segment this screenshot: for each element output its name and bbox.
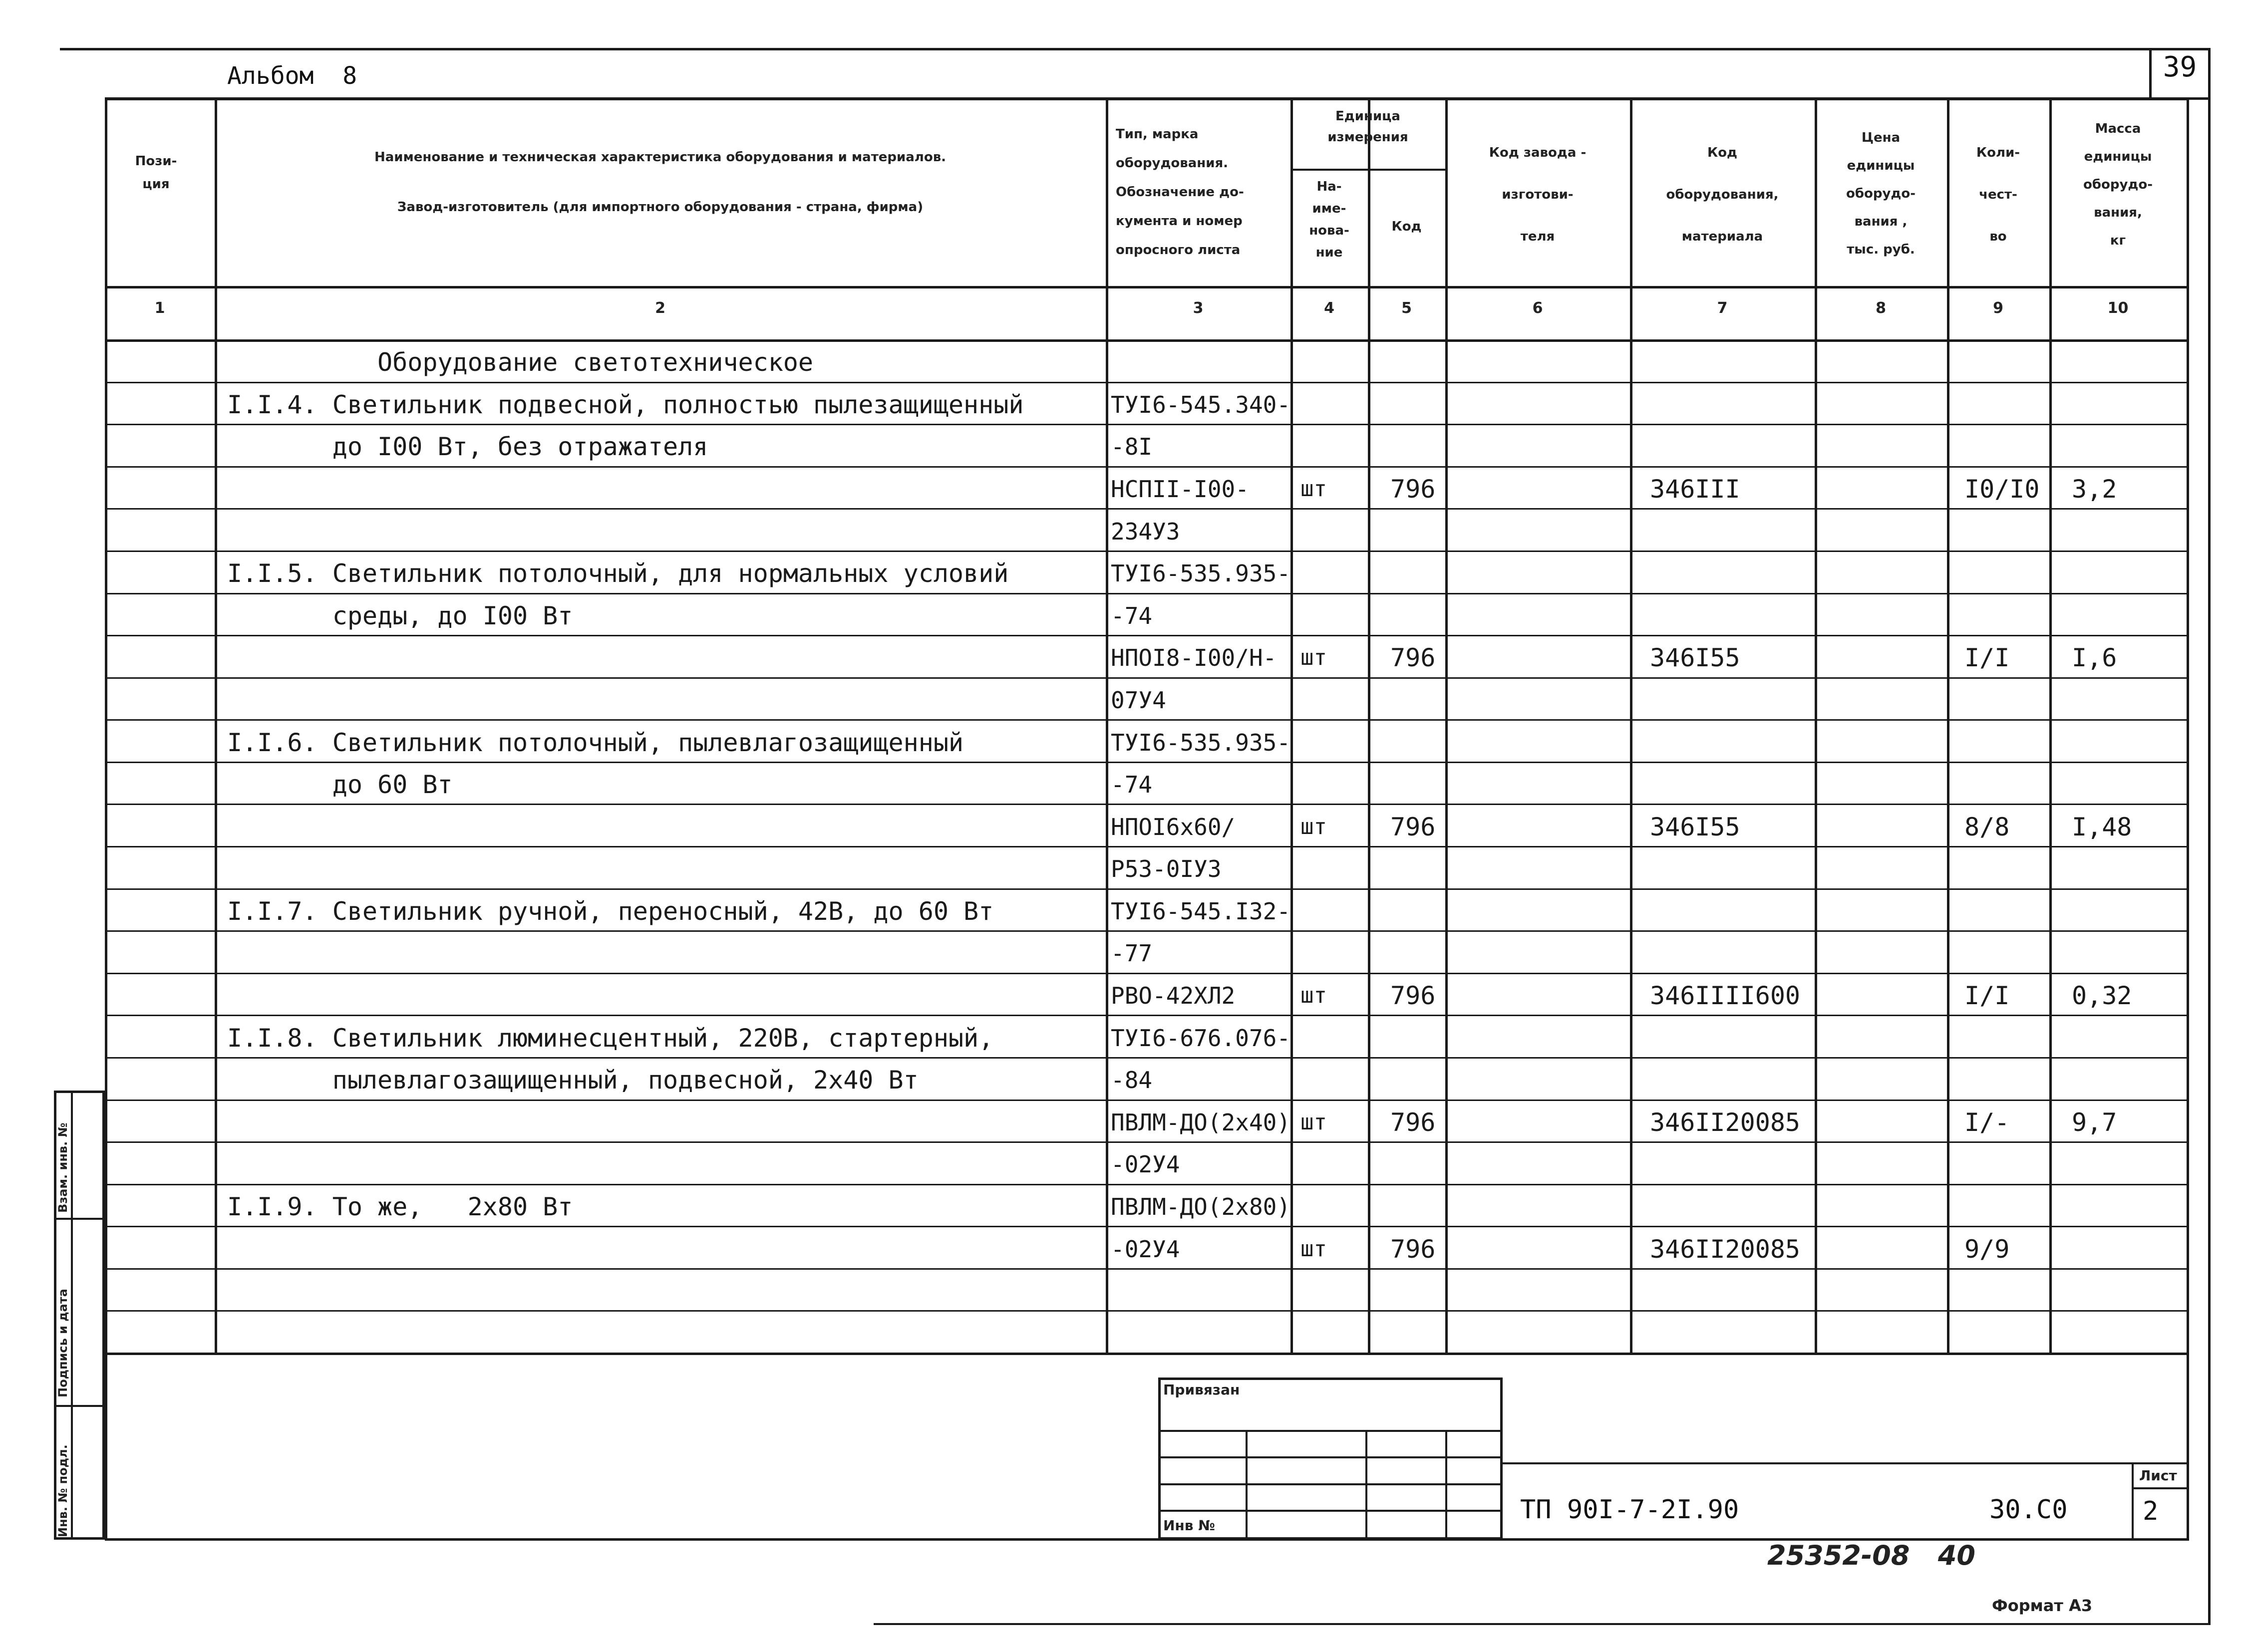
stamp-sheet-line — [2132, 1487, 2187, 1489]
cell-name: I.I.8. Светильник люминесцентный, 220В, стартерный, — [227, 1024, 994, 1053]
cell-name: I.I.5. Светильник потолочный, для нормальных условий — [227, 559, 1009, 588]
stamp-title-top-line — [1503, 1462, 2187, 1464]
cell-type: ТУI6-545.340- — [1111, 391, 1290, 418]
table-header-bottom-line — [105, 286, 2187, 288]
table-number-row-line — [105, 339, 2187, 342]
col-number-7: 7 — [1717, 299, 1728, 317]
cell-type: ТУI6-676.076- — [1111, 1025, 1290, 1052]
table-row-line — [105, 888, 2187, 890]
col-number-5: 5 — [1401, 299, 1412, 317]
table-row-line — [105, 804, 2187, 805]
cell-mass: 3,2 — [2072, 475, 2117, 504]
cell-type: ПВЛМ-ДО(2х80) — [1111, 1193, 1290, 1220]
table-row-line — [105, 1184, 2187, 1185]
column-divider — [1815, 97, 1817, 1353]
table-row-line — [105, 677, 2187, 679]
table-row-line — [105, 930, 2187, 932]
table-row-line — [105, 1100, 2187, 1101]
cell-mass: 0,32 — [2072, 981, 2132, 1010]
cell-qty: 8/8 — [1964, 813, 2010, 841]
col-number-2: 2 — [655, 299, 665, 317]
cell-code: 796 — [1390, 981, 1436, 1010]
cell-mass: I,48 — [2072, 813, 2132, 841]
table-row-line — [105, 719, 2187, 721]
cell-equip: 346I55 — [1650, 643, 1740, 672]
cell-unit: шт — [1300, 645, 1327, 670]
stamp-sheet-divider — [2132, 1462, 2134, 1540]
stamp-section-code: 30.С0 — [1989, 1495, 2068, 1525]
col-header-unit-name: На- име- нова- ние — [1309, 179, 1349, 260]
side-strip-divider — [71, 1091, 73, 1540]
side-strip-line — [54, 1218, 105, 1220]
col-header-unit-code: Код — [1391, 219, 1422, 234]
table-bottom-border — [105, 1353, 2189, 1355]
cell-type: -84 — [1111, 1067, 1153, 1094]
stamp-sheet-number: 2 — [2143, 1496, 2159, 1526]
cell-equip: 346IIII600 — [1650, 981, 1801, 1010]
col-header-type: Тип, марка оборудования. Обозначение до- кумента и номер опросного листа — [1116, 127, 1244, 258]
column-divider — [1368, 97, 1370, 1353]
table-row-line — [105, 382, 2187, 383]
col-number-4: 4 — [1324, 299, 1334, 317]
table-row-line — [105, 466, 2187, 468]
cell-type: -02У4 — [1111, 1236, 1180, 1263]
cell-code: 796 — [1390, 1108, 1436, 1137]
cell-equip: 346II20085 — [1650, 1235, 1801, 1264]
col-header-plant-code: Код завода - изготови- теля — [1489, 145, 1587, 244]
stamp-line — [1158, 1510, 1503, 1512]
cell-unit: шт — [1300, 983, 1327, 1008]
cell-name: I.I.9. То же, 2х80 Вт — [227, 1192, 573, 1221]
col-header-name: Наименование и техническая характеристика оборудования и материалов. Завод-изготовитель (для импортного оборудования - страна, фирма) — [374, 150, 947, 215]
cell-type: ПВЛМ-ДО(2х40) — [1111, 1109, 1290, 1136]
stamp-project-code: ТП 90I-7-2I.90 — [1520, 1495, 1739, 1525]
table-row-line — [105, 973, 2187, 974]
cell-unit: шт — [1300, 1109, 1327, 1135]
cell-qty: I/I — [1964, 643, 2010, 672]
column-divider — [1106, 97, 1108, 1353]
cell-mass: I,6 — [2072, 643, 2117, 672]
table-right-border — [2187, 97, 2189, 1541]
table-row-line — [105, 1226, 2187, 1227]
frame-right-line — [2208, 48, 2211, 1625]
cell-code: 796 — [1390, 475, 1436, 504]
cell-name: I.I.6. Светильник потолочный, пылевлагозащищенный — [227, 728, 964, 757]
col-header-price: Цена единицы оборудо- вания , тыс. руб. — [1846, 130, 1916, 257]
table-top-border — [105, 97, 2187, 100]
stamp-line — [1158, 1430, 1503, 1432]
cell-equip: 346I55 — [1650, 813, 1740, 841]
cell-code: 796 — [1390, 1235, 1436, 1264]
cell-unit: шт — [1300, 1236, 1327, 1262]
side-strip-line — [54, 1405, 105, 1407]
cell-type: 234У3 — [1111, 518, 1180, 545]
side-label-vzam-inv: Взам. инв. № — [56, 1122, 70, 1213]
cell-unit: шт — [1300, 814, 1327, 839]
col-header-mass: Масса единицы оборудо- вания, кг — [2083, 121, 2153, 248]
cell-mass: 9,7 — [2072, 1108, 2117, 1137]
table-row-line — [105, 635, 2187, 636]
column-divider — [1630, 97, 1632, 1353]
format-label: Формат А3 — [1992, 1596, 2093, 1615]
handwritten-number: 25352-08 40 — [1767, 1540, 1975, 1571]
cell-type: РВО-42ХЛ2 — [1111, 982, 1236, 1009]
col-header-equipment-code: Код оборудования, материала — [1666, 145, 1779, 244]
col-number-8: 8 — [1876, 299, 1886, 317]
cell-qty: I/- — [1964, 1108, 2010, 1137]
stamp-inv-label: Инв № — [1163, 1517, 1215, 1534]
side-label-inv-podl: Инв. № подл. — [56, 1444, 70, 1537]
table-row-line — [105, 762, 2187, 763]
col-header-unit-group: Единица измерения — [1327, 109, 1408, 145]
cell-name: I.I.4. Светильник подвесной, полностью пылезащищенный — [227, 390, 1024, 419]
stamp-privyazan-box — [1158, 1377, 1503, 1540]
frame-top-line — [60, 48, 2211, 50]
cell-unit: шт — [1300, 476, 1327, 502]
column-divider — [1445, 97, 1448, 1353]
col-number-1: 1 — [154, 299, 165, 317]
col-header-quantity: Коли- чест- во — [1976, 145, 2020, 244]
cell-type: ТУI6-545.I32- — [1111, 898, 1290, 925]
stamp-line — [1246, 1430, 1248, 1540]
table-row-line — [105, 424, 2187, 425]
col-number-3: 3 — [1193, 299, 1204, 317]
cell-type: НСПII-I00- — [1111, 476, 1249, 503]
cell-code: 796 — [1390, 813, 1436, 841]
cell-qty: I/I — [1964, 981, 2010, 1010]
col-header-position: Пози- ция — [135, 154, 177, 192]
col-number-10: 10 — [2107, 299, 2129, 317]
cell-type: НПОI6х60/ — [1111, 814, 1236, 840]
stamp-line — [1158, 1483, 1503, 1485]
cell-name: до 60 Вт — [227, 770, 453, 799]
cell-type: Р53-0IУ3 — [1111, 855, 1222, 882]
cell-equip: 346II20085 — [1650, 1108, 1801, 1137]
cell-type: -74 — [1111, 771, 1153, 798]
stamp-line — [1365, 1430, 1367, 1540]
col-number-6: 6 — [1532, 299, 1543, 317]
cell-code: 796 — [1390, 643, 1436, 672]
col-number-9: 9 — [1993, 299, 2003, 317]
stamp-line — [1158, 1456, 1503, 1458]
table-row-line — [105, 1268, 2187, 1270]
cell-name: до I00 Вт, без отражателя — [227, 432, 708, 461]
table-row-line — [105, 1015, 2187, 1016]
cell-qty: I0/I0 — [1964, 475, 2040, 504]
album-label: Альбом 8 — [227, 62, 357, 90]
table-row-line — [105, 1310, 2187, 1312]
cell-type: -8I — [1111, 433, 1153, 460]
unit-subheader-line — [1290, 169, 1445, 171]
side-label-podpis-data: Подпись и дата — [56, 1289, 70, 1397]
cell-type: ТУI6-535.935- — [1111, 560, 1290, 587]
cell-type: -74 — [1111, 602, 1153, 629]
cell-equip: 346III — [1650, 475, 1740, 504]
stamp-sheet-label: Лист — [2139, 1467, 2177, 1484]
page-number: 39 — [2163, 51, 2197, 83]
column-divider — [2049, 97, 2052, 1353]
table-row-line — [105, 846, 2187, 847]
column-divider — [1947, 97, 1949, 1353]
table-row-line — [105, 508, 2187, 510]
cell-type: НПОI8-I00/Н- — [1111, 644, 1277, 671]
column-divider — [1290, 97, 1293, 1353]
cell-type: -77 — [1111, 940, 1153, 967]
stamp-line — [1445, 1430, 1447, 1540]
cell-name: среды, до I00 Вт — [227, 601, 573, 630]
cell-name: пылевлагозащищенный, подвесной, 2х40 Вт — [227, 1066, 919, 1095]
table-row-line — [105, 593, 2187, 594]
column-divider — [215, 97, 217, 1353]
table-row-line — [105, 1141, 2187, 1143]
cell-type: ТУI6-535.935- — [1111, 729, 1290, 756]
table-row-line — [105, 551, 2187, 552]
stamp-privyazan-label: Привязан — [1163, 1381, 1240, 1398]
table-row-line — [105, 1057, 2187, 1059]
cell-qty: 9/9 — [1964, 1235, 2010, 1264]
cell-type: -02У4 — [1111, 1151, 1180, 1178]
frame-bottom-line — [874, 1623, 2211, 1625]
cell-name: Оборудование светотехническое — [227, 348, 813, 377]
cell-name: I.I.7. Светильник ручной, переносный, 42В, до 60 Вт — [227, 897, 994, 926]
cell-type: 07У4 — [1111, 687, 1166, 714]
